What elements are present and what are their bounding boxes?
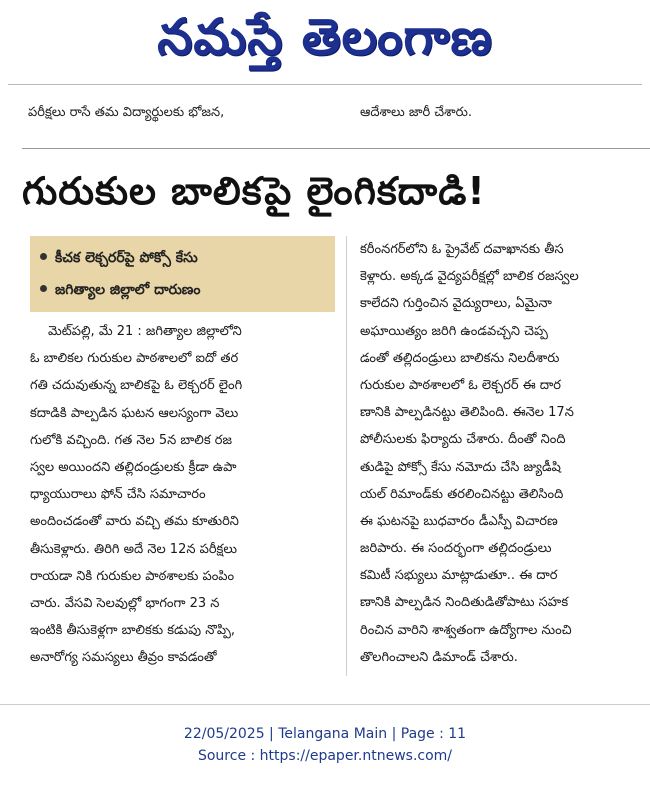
footer-source: Source : https://epaper.ntnews.com/ [197,748,453,764]
body-line: ణానికి పాల్పడినట్టు తెలిపింది. ఈనెల 17న [360,405,574,421]
subhead-text: జగిత్యాల జిల్లాలో దారుణం [55,282,201,298]
body-line: కాలేదని గుర్తించిన వైద్యురాలు, ఏమైనా [360,296,552,312]
subhead-text: కీచక లెక్చరర్‌పై పోక్సో కేసు [55,250,198,266]
body-line: యల్ రిమాండ్‌కు తరలించినట్టు తెలిసింది [360,486,564,502]
subhead-item [40,242,327,274]
footer-divider [0,704,650,705]
body-text-right [360,236,650,671]
body-line: కదాడికి పాల్పడిన ఘటన ఆలస్యంగా వెలు [30,405,239,421]
article-column-left [30,236,335,686]
body-line: తొలగించాలని డిమాండ్ చేశారు. [360,649,518,665]
article-headline: గురుకుల బాలికపై లైంగికదాడి! [22,169,486,213]
body-line: ఇంటికి తీసుకెళ్లగా బాలికకు కడుపు నొప్పి, [30,623,236,639]
body-text-left [30,318,335,671]
body-line: ఓ బాలికల గురుకుల పాఠశాలలో ఐదో తర [30,351,239,367]
body-line: గురుకుల పాఠశాలలో ఓ లెక్చరర్ ఈ దార [360,377,561,393]
body-line: అఘాయిత్యం జరిగి ఉండవచ్చని చెప్ప [360,323,548,339]
article-column-right [360,236,650,686]
body-line: ణానికి పాల్పడిన నిందితుడితోపాటు సహక [360,595,569,611]
body-line: మెట్‌పల్లి, మే 21 : జగిత్యాల జిల్లాలోని [48,324,242,339]
body-line: అందించడంతో వారు వచ్చి తమ కూతురిని [30,514,239,530]
masthead-logo-title: నమస్తే తెలంగాణ [157,8,493,66]
subhead-box [30,236,335,312]
body-line: రించిన వారిని శాశ్వతంగా ఉద్యోగాల నుంచి [360,622,572,638]
previous-column-tail-right: ఆదేశాలు జారీ చేశారు. [360,105,472,120]
body-line: ధ్యాయురాలు ఫోన్ చేసి సమాచారం [30,487,206,503]
body-line: చారు. వేసవి సెలవుల్లో భాగంగా 23 న [30,595,220,611]
bullet-icon [40,253,47,260]
body-line: కరీంనగర్‌లోని ఓ ప్రైవేట్ దవాఖానకు తీస [360,242,564,257]
body-line: గులోకి వచ్చింది. గత నెల 5న బాలిక రజ [30,432,232,448]
body-line: రాయడా నికి గురుకుల పాఠశాలకు పంపిం [30,568,235,584]
body-line: జరిపారు. ఈ సందర్భంగా తల్లిదండ్రులు [360,541,552,557]
subhead-item [40,274,327,306]
body-line: కమిటీ సభ్యులు మాట్లాడుతూ.. ఈ దార [360,568,558,584]
body-line: డంతో తల్లిదండ్రులు బాలికను నిలదీశారు [360,350,560,366]
body-line: తీసుకెళ్లారు. తిరిగి అదే నెల 12న పరీక్షలు [30,541,238,557]
article-top-divider [22,148,650,149]
column-divider [346,236,347,676]
body-line: గతి చదువుతున్న బాలికపై ఓ లెక్చరర్ లైంగి [30,378,243,394]
body-line: స్వల అయిందని తల్లిదండ్రులకు క్రీడా ఉపా [30,459,237,475]
masthead [0,0,650,78]
body-line: అనారోగ్య సమస్యలు తీవ్రం కావడంతో [30,650,217,666]
body-line: ఈ ఘటనపై బుధవారం డీఎస్పీ విచారణ [360,513,558,529]
masthead-divider [8,84,642,85]
body-line: కెళ్లారు. అక్కడ వైద్యపరీక్షల్లో బాలిక రజస్వల [360,269,579,285]
footer-meta: 22/05/2025 | Telangana Main | Page : 11 [183,726,467,742]
previous-column-tail-left: పరీక్షలు రాసే తమ విద్యార్థులకు భోజన, [28,105,225,120]
body-line: పోలీసులకు ఫిర్యాదు చేశారు. దీంతో నింది [360,432,566,448]
body-line: తుడిపై పోక్సో కేసు నమోదు చేసి జ్యుడీషి [360,459,561,475]
bullet-icon [40,285,47,292]
